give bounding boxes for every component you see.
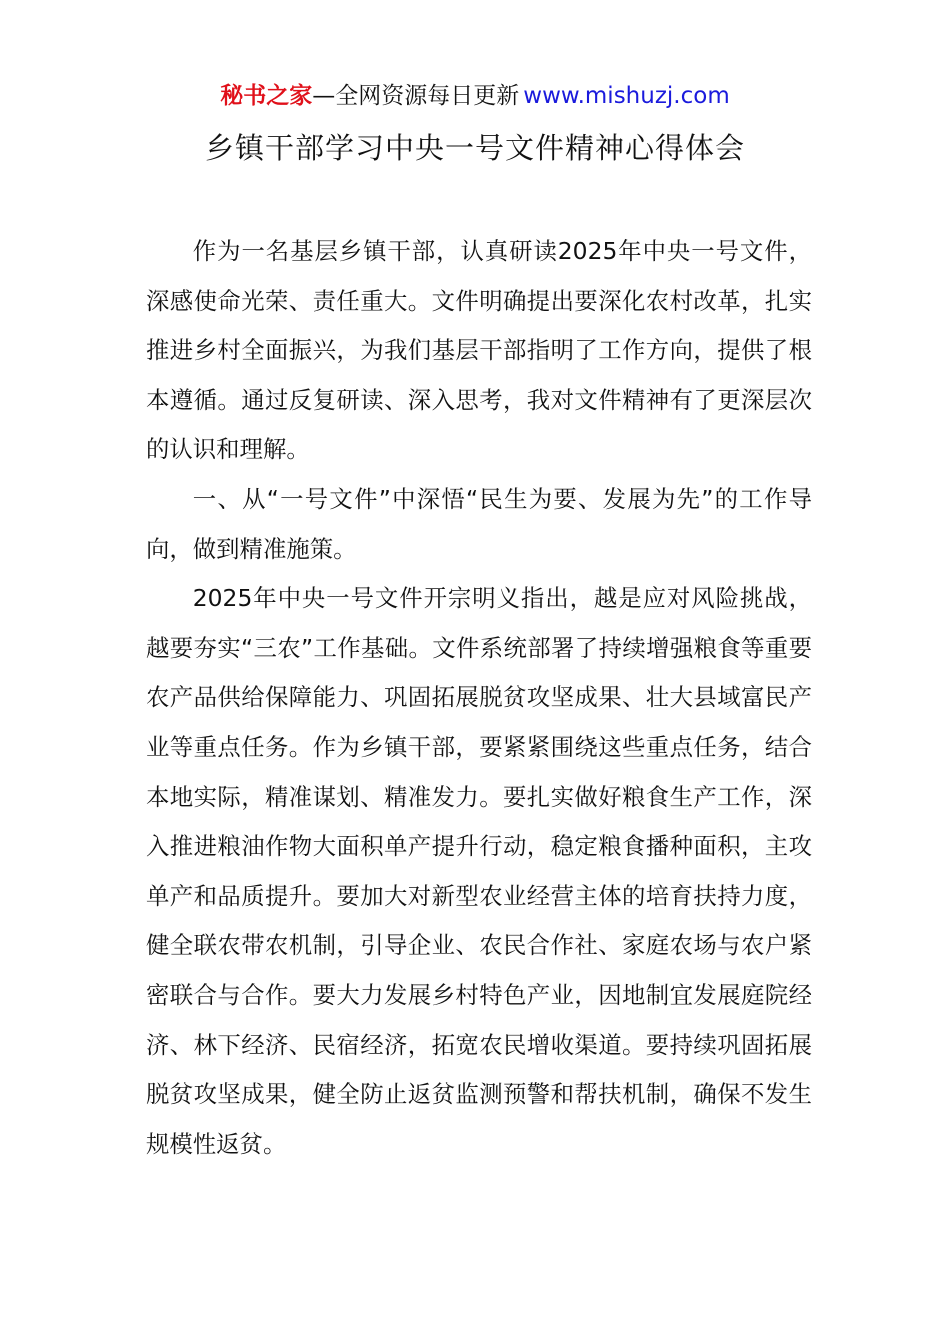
site-header	[0, 80, 950, 112]
paragraph-section-heading: 一、从“一号文件”中深悟“民生为要、发展为先”的工作导向，做到精准施策。	[146, 484, 812, 563]
brand-name: 秘书之家	[220, 83, 313, 109]
paragraph-section-body: 2025年中央一号文件开宗明义指出，越是应对风险挑战，越要夯实“三农”工作基础。文件系统部署了持续增强粮食等重要农产品供给保障能力、巩固拓展脱贫攻坚成果、壮大县域富民产业等重点任务。作为乡镇干部，要紧紧围绕这些重点任务，结合本地实际，精准谋划、精准发力。要扎实做好粮食生产工作，深入推进粮油作物大面积单产提升行动，稳定粮食播种面积，主攻单产和品质提升。要加大对新型农业经营主体的培育扶持力度，健全联农带农机制，引导企业、农民合作社、家庭农场与农户紧密联合与合作。要大力发展乡村特色产业，因地制宜发展庭院经济、林下经济、民宿经济，拓宽农民增收渠道。要持续巩固拓展脱贫攻坚成果，健全防止返贫监测预警和帮扶机制，确保不发生规模性返贫。	[146, 584, 812, 1158]
document-title: 乡镇干部学习中央一号文件精神心得体会	[204, 131, 745, 165]
site-url-link[interactable]: www.mishuzj.com	[523, 83, 730, 109]
paragraph-intro: 作为一名基层乡镇干部，认真研读2025年中央一号文件，深感使命光荣、责任重大。文件明确提出要深化农村改革，扎实推进乡村全面振兴，为我们基层干部指明了工作方向，提供了根本遵循。通过反复研读、深入思考，我对文件精神有了更深层次的认识和理解。	[146, 237, 812, 464]
document-body	[146, 227, 812, 1169]
header-tagline: —全网资源每日更新	[312, 83, 520, 109]
